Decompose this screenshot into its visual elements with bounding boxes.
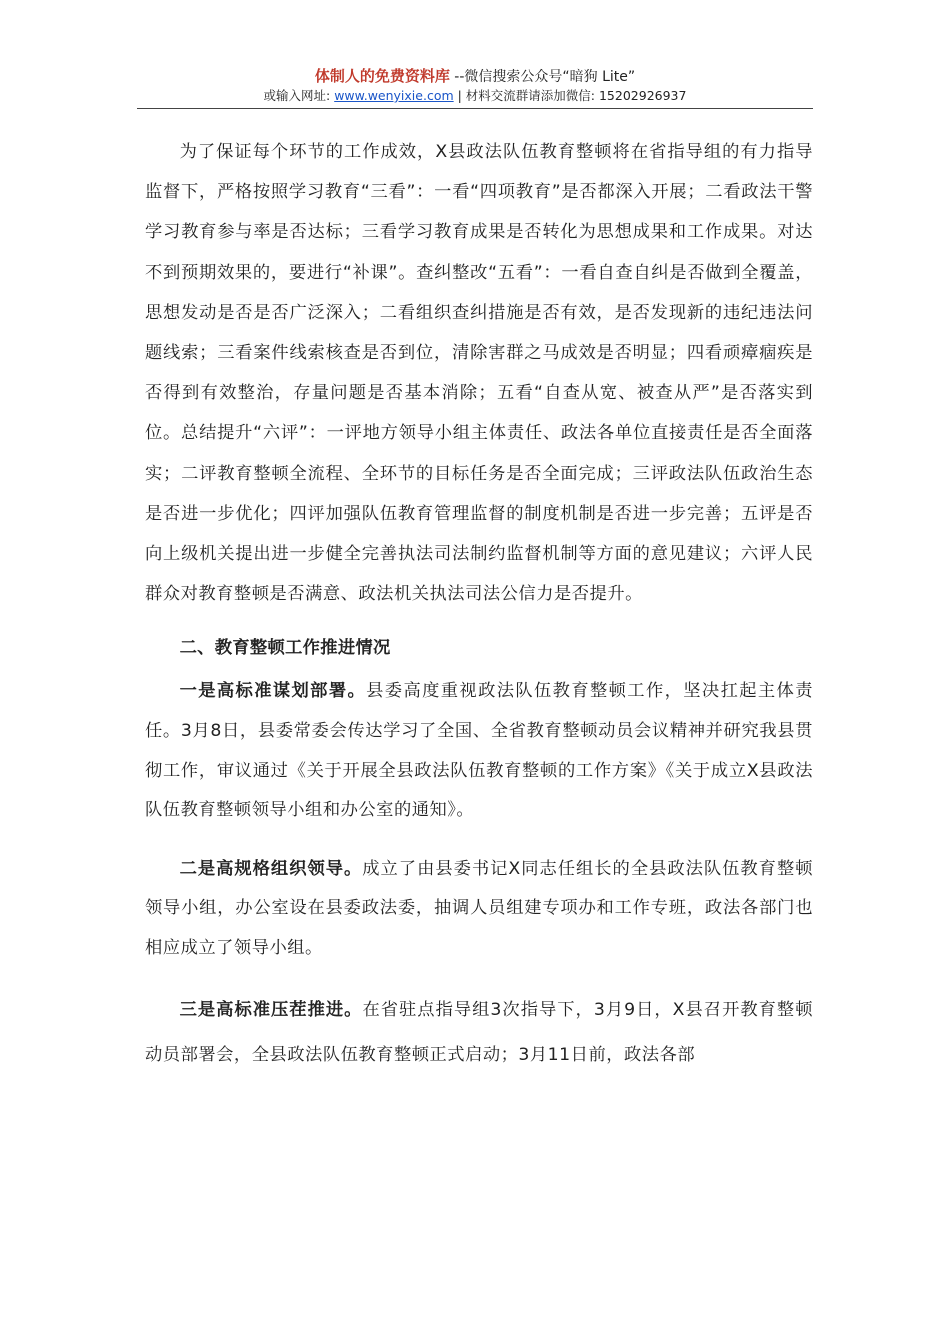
item-2-lead: 二是高规格组织领导。 — [179, 858, 363, 879]
item-2-text: 成立了由县委书记X同志任组长的全县政法队伍教育整顿领导小组，办公室设在县委政法委，抽调人员组建专项办和工作专班，政法各部门也相应成立了领导小组。 — [145, 858, 813, 958]
section-heading: 二、教育整顿工作推进情况 — [179, 638, 391, 659]
brand-title: 体制人的免费资料库 — [314, 67, 450, 85]
paragraph-item-1 — [145, 672, 813, 830]
header-title-line — [137, 66, 813, 87]
item-3-lead: 三是高标准压茬推进。 — [179, 999, 363, 1020]
document-body — [145, 132, 813, 1078]
header-contact-line — [137, 87, 813, 105]
paragraph-item-2 — [145, 850, 813, 969]
item-1-lead: 一是高标准谋划部署。 — [179, 681, 367, 702]
website-link[interactable]: www.wenyixie.com — [334, 88, 454, 103]
paragraph-item-3 — [145, 988, 813, 1078]
contact-info: | 材料交流群请添加微信: 15202926937 — [453, 88, 687, 103]
header-divider — [137, 108, 813, 109]
url-prefix: 或输入网址: — [263, 88, 335, 103]
page-header — [137, 66, 813, 105]
item-1-text: 县委高度重视政法队伍教育整顿工作，坚决扛起主体责任。3月8日，县委常委会传达学习了全国、全省教育整顿动员会议精神并研究我县贯彻工作，审议通过《关于开展全县政法队伍教育整顿的工作方案》《关于成立X县政法队伍教育整顿领导小组和办公室的通知》。 — [145, 681, 813, 821]
header-tagline: --微信搜索公众号“暗狗 Lite” — [449, 69, 636, 85]
item-3-text: 在省驻点指导组3次指导下，3月9日，X县召开教育整顿动员部署会，全县政法队伍教育整顿正式启动；3月11日前，政法各部 — [145, 999, 813, 1065]
intro-paragraph: 为了保证每个环节的工作成效，X县政法队伍教育整顿将在省指导组的有力指导监督下，严格按照学习教育“三看”：一看“四项教育”是否都深入开展；二看政法干警学习教育参与率是否达标；三看学习教育成果是否转化为思想成果和工作成果。对达不到预期效果的，要进行“补课”。查纠整改“五看”：一看自查自纠是否做到全覆盖，思想发动是否是否广泛深入；二看组织查纠措施是否有效，是否发现新的违纪违法问题线索；三看案件线索核查是否到位，清除害群之马成效是否明显；四看顽瘴痼疾是否得到有效整治，存量问题是否基本消除；五看“自查从宽、被查从严”是否落实到位。总结提升“六评”：一评地方领导小组主体责任、政法各单位直接责任是否全面落实；二评教育整顿全流程、全环节的目标任务是否全面完成；三评政法队伍政治生态是否进一步优化；四评加强队伍教育管理监督的制度机制是否进一步完善；五评是否向上级机关提出进一步健全完善执法司法制约监督机制等方面的意见建议；六评人民群众对教育整顿是否满意、政法机关执法司法公信力是否提升。 — [145, 142, 813, 605]
